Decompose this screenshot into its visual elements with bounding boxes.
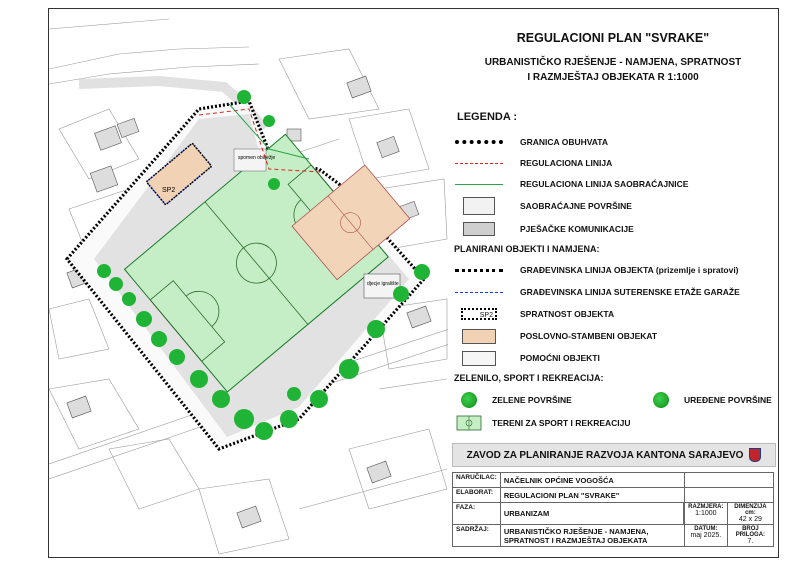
tb-narucilac-label: NARUČILAC: xyxy=(453,473,501,488)
legend-panel xyxy=(448,8,779,558)
regulation-line-symbol xyxy=(455,163,503,164)
legend-row-tereni xyxy=(454,414,631,432)
tb-razmjera-label: RAZMJERA: xyxy=(688,504,724,510)
tb-broj: 7. xyxy=(747,538,754,545)
section-zelenilo: ZELENILO, SPORT I REKREACIJA: xyxy=(454,373,604,383)
sp2-label: SP2 xyxy=(162,187,176,194)
legend-row-pomocni xyxy=(454,349,600,367)
auxiliary-symbol xyxy=(462,351,496,366)
tb-elaborat: REGULACIONI PLAN "SVRAKE" xyxy=(500,488,684,503)
pedestrian-symbol xyxy=(463,222,495,236)
tb-elaborat-label: ELABORAT: xyxy=(453,488,501,503)
tb-sadrzaj xyxy=(500,525,684,547)
legend-label-pjesacke: PJEŠAČKE KOMUNIKACIJE xyxy=(520,224,634,234)
section-planirani: PLANIRANI OBJEKTI I NAMJENA: xyxy=(454,244,600,254)
plan-subtitle-line2: I RAZMJEŠTAJ OBJEKATA R 1:1000 xyxy=(527,72,699,83)
tb-sadrzaj-line2: SPRATNOST I RAZMJEŠTAJ OBJEKATA xyxy=(503,535,648,545)
legend-row-spratnost xyxy=(454,305,614,323)
site-plan-map xyxy=(49,9,449,557)
plan-subtitle-line1: URBANISTIČKO RJEŠENJE - NAMJENA, SPRATNOST xyxy=(484,57,742,68)
legend-row-granica xyxy=(454,133,608,151)
institution-banner xyxy=(452,443,776,467)
tb-narucilac: NAČELNIK OPĆINE VOGOŠĆA xyxy=(500,473,684,488)
legend-row-poslovno xyxy=(454,327,657,345)
legend-label-suterenske: GRAĐEVINSKA LINIJA SUTERENSKE ETAŽE GARAŽE xyxy=(520,287,740,297)
legend-label-zelene: ZELENE POVRŠINE xyxy=(492,395,572,405)
tb-dimenzija-cell xyxy=(727,503,773,525)
tree-icon xyxy=(461,392,477,408)
plan-subtitle xyxy=(448,55,778,85)
canton-crest-icon xyxy=(749,448,761,462)
tb-empty xyxy=(684,488,773,503)
tb-razmjera-cell xyxy=(684,503,727,525)
tb-sadrzaj-label: SADRŽAJ: xyxy=(453,525,501,547)
legend-label-saobracajne: SAOBRAĆAJNE POVRŠINE xyxy=(520,201,632,211)
legend-row-regulaciona xyxy=(454,154,612,172)
legend-label-regulaciona-saob: REGULACIONA LINIJA SAOBRAĆAJNICE xyxy=(520,179,689,189)
legend-label-uredjene: UREĐENE POVRŠINE xyxy=(684,395,772,405)
legend-label-regulaciona: REGULACIONA LINIJA xyxy=(520,158,613,168)
legend-row-suterenske xyxy=(454,283,740,301)
legend-row-saobracajne xyxy=(454,197,632,215)
tree-icon xyxy=(653,392,669,408)
playground-label: djecje igralište xyxy=(367,281,399,287)
map-area xyxy=(48,8,450,558)
legend-heading: LEGENDA : xyxy=(457,111,518,123)
tb-faza-label: FAZA: xyxy=(453,503,501,525)
institution-name: ZAVOD ZA PLANIRANJE RAZVOJA KANTONA SARAJEVO xyxy=(466,449,744,461)
tb-dimenzija-label: DIMENZIJA cm: xyxy=(734,504,767,516)
legend-label-granica: GRANICA OBUHVATA xyxy=(520,137,608,147)
tb-datum-label: DATUM: xyxy=(694,526,718,532)
legend-row-pjesacke xyxy=(454,220,634,238)
boundary-symbol xyxy=(455,140,503,144)
tb-razmjera: 1:1000 xyxy=(695,510,717,517)
traffic-area-symbol xyxy=(463,197,495,215)
memorial-label: spomen obilježje xyxy=(238,155,276,161)
tb-sadrzaj-line1: URBANISTIČKO RJEŠENJE - NAMJENA, xyxy=(503,526,649,536)
road-line-symbol xyxy=(455,184,503,185)
legend-row-zelene xyxy=(454,391,572,409)
legend-row-gradjevinska xyxy=(454,261,739,279)
commercial-residential-symbol xyxy=(462,329,496,344)
legend-row-uredjene xyxy=(646,391,772,409)
legend-label-gradjevinska: GRAĐEVINSKA LINIJA OBJEKTA (prizemlje i spratovi) xyxy=(520,265,739,275)
building-line-symbol xyxy=(455,269,503,272)
sport-field-icon xyxy=(456,415,482,431)
tb-empty xyxy=(684,473,773,488)
legend-label-poslovno: POSLOVNO-STAMBENI OBJEKAT xyxy=(520,331,658,341)
basement-line-symbol xyxy=(455,292,503,293)
tb-dimenzija: 42 x 29 xyxy=(738,516,762,523)
tb-broj-label: BROJ PRILOGA: xyxy=(735,526,766,538)
plan-title: REGULACIONI PLAN "SVRAKE" xyxy=(516,31,710,45)
tb-faza: URBANIZAM xyxy=(500,503,683,525)
tb-datum-cell xyxy=(684,525,727,547)
tb-broj-cell xyxy=(727,525,773,547)
legend-label-tereni: TERENI ZA SPORT I REKREACIJU xyxy=(492,418,631,428)
legend-label-pomocni: POMOĆNI OBJEKTI xyxy=(520,353,600,363)
legend-row-regulaciona-saob xyxy=(454,175,688,193)
legend-label-spratnost: SPRATNOST OBJEKTA xyxy=(520,309,615,319)
storey-symbol: SP2 xyxy=(461,308,497,320)
title-block xyxy=(452,472,774,547)
tb-datum: maj 2025. xyxy=(690,532,722,539)
